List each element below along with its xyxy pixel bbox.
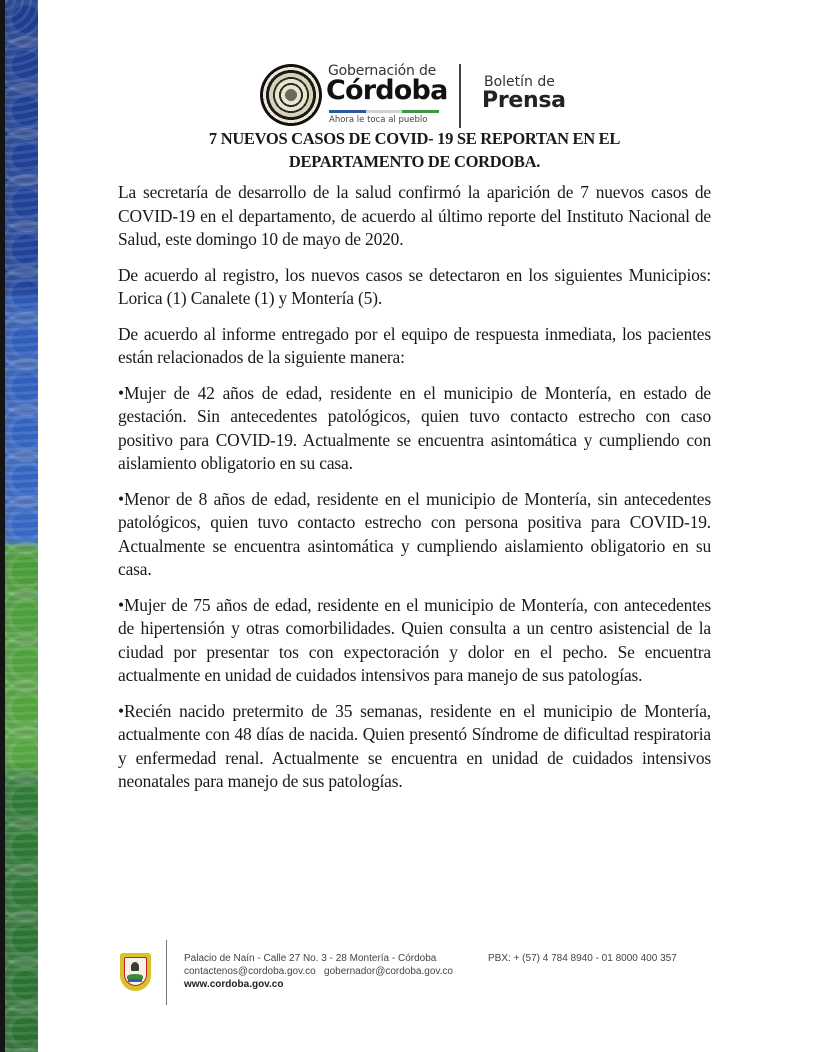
brand-stripe <box>329 110 439 113</box>
title-line-1: 7 NUEVOS CASOS DE COVID- 19 SE REPORTAN EN EL <box>208 129 621 148</box>
letterhead <box>258 62 578 128</box>
org-name-big: Córdoba <box>326 75 448 106</box>
footer <box>118 940 718 1010</box>
case-item: •Recién nacido pretermito de 35 semanas, residente en el municipio de Montería, actualmente con 48 días de nacida. Quien presentó Síndrome de dificultad respiratoria y enfermedad renal. Actualmente se encuentra en unidad de cuidados intensivos neonatales para manejo de sus patologías. <box>118 700 711 791</box>
crest-figure <box>131 962 139 971</box>
coat-of-arms-icon <box>120 953 151 991</box>
press-release-body <box>118 127 711 806</box>
paragraph-municipalities: De acuerdo al registro, los nuevos casos se detectaron en los siguientes Municipios: Lorica (1) Canalete (1) y Montería (5). <box>118 264 711 308</box>
band-arc <box>5 1002 38 1052</box>
case-item: •Mujer de 42 años de edad, residente en el municipio de Montería, en estado de gestación. Sin antecedentes patológicos, quien tuvo contacto estrecho con caso positivo para COVID-19. Actualmente se encuentra asintomática y cumpliendo con aislamiento obligatorio en su casa. <box>118 382 711 473</box>
paragraph-intro: La secretaría de desarrollo de la salud confirmó la aparición de 7 nuevos casos de COVID-19 en el departamento, de acuerdo al último reporte del Instituto Nacional de Salud, este domingo 10 de mayo de 2020. <box>118 182 711 249</box>
footer-divider <box>166 940 167 1005</box>
press-release-title <box>118 127 711 173</box>
department-seal-icon <box>260 64 322 126</box>
case-item: •Menor de 8 años de edad, residente en el municipio de Montería, sin antecedentes patológicos, quien tuvo contacto estrecho con persona positiva para COVID-19. Actualmente se encuentra asintomática y cumpliendo aislamiento obligatorio en su casa. <box>118 488 711 579</box>
paragraph-patients-intro: De acuerdo al informe entregado por el equipo de respuesta inmediata, los pacientes están relacionados de la siguiente manera: <box>118 323 711 367</box>
crest-shield <box>124 957 147 986</box>
footer-phone: PBX: + (57) 4 784 8940 - 01 8000 400 357 <box>488 953 677 964</box>
org-tagline: Ahora le toca al pueblo <box>329 115 428 125</box>
footer-website-link[interactable]: www.cordoba.gov.co <box>184 979 284 990</box>
stripe-green <box>402 110 439 113</box>
footer-emails: contactenos@cordoba.gov.co gobernador@cordoba.gov.co <box>184 966 453 977</box>
header-divider <box>459 64 461 128</box>
crest-water <box>128 979 142 982</box>
bulletin-label-small: Boletín de <box>484 74 555 90</box>
stripe-gray <box>366 110 403 113</box>
case-item: •Mujer de 75 años de edad, residente en el municipio de Montería, con antecedentes de hipertensión y otras comorbilidades. Quien consulta a un centro asistencial de la ciudad por presentar tos con expectoración y dolor en el pecho. Se encuentra actualmente en unidad de cuidados intensivos para manejo de sus patologías. <box>118 594 711 685</box>
org-name-small: Gobernación de <box>328 63 437 79</box>
title-line-2: DEPARTAMENTO DE CORDOBA. <box>288 152 541 171</box>
footer-address: Palacio de Naín - Calle 27 No. 3 - 28 Montería - Córdoba <box>184 953 437 964</box>
side-band-pattern <box>5 0 38 1052</box>
stripe-blue <box>329 110 366 113</box>
bulletin-label-big: Prensa <box>482 88 566 113</box>
